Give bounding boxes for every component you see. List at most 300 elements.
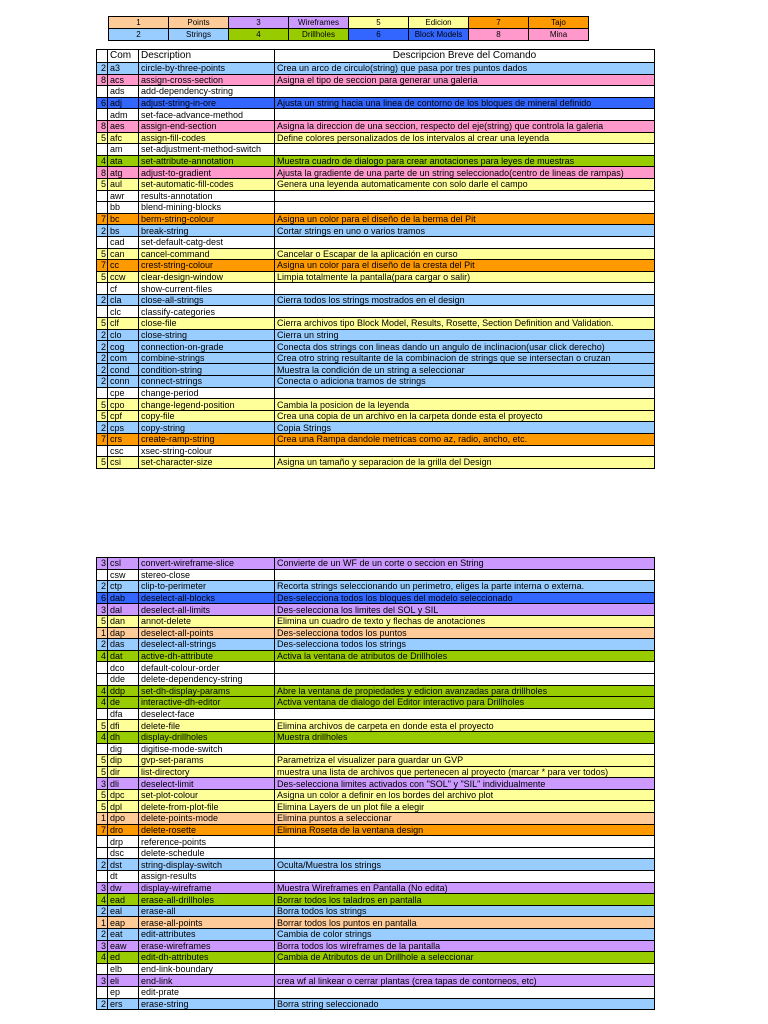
category-number: 6: [97, 97, 108, 109]
command-code: cf: [108, 283, 139, 295]
command-code: cad: [108, 236, 139, 248]
legend-row: [109, 29, 589, 41]
command-description: [275, 202, 655, 214]
command-description: Convierte de un WF de un corte o seccion en String: [275, 558, 655, 570]
command-name: circle-by-three-points: [139, 63, 275, 75]
command-code: dw: [108, 882, 139, 894]
category-number: 7: [97, 824, 108, 836]
header-com: Com: [108, 50, 139, 63]
command-description: [275, 144, 655, 156]
legend-label: Block Models: [409, 29, 469, 41]
command-row: [97, 581, 655, 593]
command-code: csw: [108, 569, 139, 581]
header-indicator: [97, 50, 108, 63]
command-code: ata: [108, 155, 139, 167]
command-description: Limpia totalmente la pantalla(para cargar o salir): [275, 271, 655, 283]
command-row: [97, 109, 655, 121]
command-description: Abre la ventana de propiedades y edicion avanzadas para drillholes: [275, 685, 655, 697]
command-code: am: [108, 144, 139, 156]
category-number: 2: [97, 905, 108, 917]
command-code: eap: [108, 917, 139, 929]
command-name: set-face-advance-method: [139, 109, 275, 121]
category-number: [97, 144, 108, 156]
category-number: 3: [97, 558, 108, 570]
command-description: Cancelar o Escapar de la aplicación en curso: [275, 248, 655, 260]
legend-label: Tajo: [529, 17, 589, 29]
command-name: change-legend-position: [139, 399, 275, 411]
category-number: [97, 86, 108, 98]
command-code: crs: [108, 434, 139, 446]
command-name: erase-all-points: [139, 917, 275, 929]
command-row: [97, 434, 655, 446]
category-number: 1: [97, 917, 108, 929]
command-code: cpe: [108, 387, 139, 399]
command-row: [97, 387, 655, 399]
command-code: elb: [108, 963, 139, 975]
command-row: [97, 558, 655, 570]
command-name: set-attribute-annotation: [139, 155, 275, 167]
command-name: clip-to-perimeter: [139, 581, 275, 593]
command-row: [97, 650, 655, 662]
category-number: 2: [97, 352, 108, 364]
command-row: [97, 685, 655, 697]
category-number: 2: [97, 294, 108, 306]
command-row: [97, 97, 655, 109]
command-row: [97, 260, 655, 272]
command-row: [97, 248, 655, 260]
command-row: [97, 986, 655, 998]
command-name: delete-schedule: [139, 847, 275, 859]
category-number: 2: [97, 225, 108, 237]
command-code: dco: [108, 662, 139, 674]
command-code: eal: [108, 905, 139, 917]
command-code: eaw: [108, 940, 139, 952]
category-number: 1: [97, 627, 108, 639]
command-description: muestra una lista de archivos que pertenecen al proyecto (marcar * para ver todos): [275, 766, 655, 778]
command-description: [275, 847, 655, 859]
category-number: 2: [97, 329, 108, 341]
command-row: [97, 789, 655, 801]
command-code: eli: [108, 975, 139, 987]
command-name: reference-points: [139, 836, 275, 848]
command-description: Borra todos los wireframes de la pantalla: [275, 940, 655, 952]
command-row: [97, 615, 655, 627]
command-row: [97, 120, 655, 132]
category-number: [97, 708, 108, 720]
category-number: 8: [97, 167, 108, 179]
command-description: Muestra la condición de un string a seleccionar: [275, 364, 655, 376]
command-code: cps: [108, 422, 139, 434]
command-description: [275, 569, 655, 581]
command-code: de: [108, 697, 139, 709]
command-row: [97, 306, 655, 318]
category-number: 4: [97, 697, 108, 709]
command-row: [97, 271, 655, 283]
command-code: ddp: [108, 685, 139, 697]
command-description: Asigna un color para el diseño de la berma del Pit: [275, 213, 655, 225]
command-description: Asigna el tipo de seccion para generar una galeria: [275, 74, 655, 86]
command-row: [97, 399, 655, 411]
command-code: dst: [108, 859, 139, 871]
category-number: 5: [97, 615, 108, 627]
category-number: 3: [97, 940, 108, 952]
category-number: 2: [97, 341, 108, 353]
command-code: can: [108, 248, 139, 260]
command-row: [97, 132, 655, 144]
commands-table-1: [96, 49, 655, 469]
command-description: [275, 963, 655, 975]
command-name: blend-mining-blocks: [139, 202, 275, 214]
command-row: [97, 592, 655, 604]
command-code: csl: [108, 558, 139, 570]
category-number: 3: [97, 778, 108, 790]
command-name: set-plot-colour: [139, 789, 275, 801]
command-code: dab: [108, 592, 139, 604]
command-code: cpf: [108, 410, 139, 422]
category-number: 5: [97, 766, 108, 778]
command-row: [97, 697, 655, 709]
command-description: Cierra archivos tipo Block Model, Results, Rosette, Section Definition and Validation.: [275, 318, 655, 330]
command-description: Genera una leyenda automaticamente con solo darle el campo: [275, 178, 655, 190]
command-name: cancel-command: [139, 248, 275, 260]
command-name: end-link-boundary: [139, 963, 275, 975]
command-row: [97, 743, 655, 755]
category-number: 8: [97, 120, 108, 132]
category-number: 4: [97, 894, 108, 906]
command-code: conn: [108, 376, 139, 388]
category-number: [97, 963, 108, 975]
command-row: [97, 627, 655, 639]
legend-label: Wireframes: [289, 17, 349, 29]
category-number: 5: [97, 801, 108, 813]
command-code: dig: [108, 743, 139, 755]
command-description: Oculta/Muestra los strings: [275, 859, 655, 871]
category-number: 3: [97, 882, 108, 894]
command-row: [97, 847, 655, 859]
legend-label: Edicion: [409, 17, 469, 29]
commands-table-2: [96, 557, 655, 1010]
command-code: dap: [108, 627, 139, 639]
command-name: annot-delete: [139, 615, 275, 627]
command-row: [97, 708, 655, 720]
command-name: add-dependency-string: [139, 86, 275, 98]
command-description: Crea una copia de un archivo en la carpeta donde esta el proyecto: [275, 410, 655, 422]
category-number: [97, 109, 108, 121]
command-name: change-period: [139, 387, 275, 399]
command-name: list-directory: [139, 766, 275, 778]
command-row: [97, 410, 655, 422]
category-number: 5: [97, 399, 108, 411]
command-row: [97, 63, 655, 75]
command-row: [97, 975, 655, 987]
command-name: show-current-files: [139, 283, 275, 295]
command-description: Elimina puntos a seleccionar: [275, 813, 655, 825]
command-name: edit-attributes: [139, 929, 275, 941]
command-row: [97, 213, 655, 225]
command-description: [275, 986, 655, 998]
command-row: [97, 74, 655, 86]
command-description: Borrar todos los taladros en pantalla: [275, 894, 655, 906]
command-description: [275, 743, 655, 755]
command-row: [97, 283, 655, 295]
category-number: [97, 387, 108, 399]
category-number: [97, 743, 108, 755]
command-code: dfi: [108, 720, 139, 732]
command-code: dro: [108, 824, 139, 836]
command-code: cc: [108, 260, 139, 272]
command-code: ads: [108, 86, 139, 98]
category-number: 7: [97, 213, 108, 225]
command-name: set-dh-display-params: [139, 685, 275, 697]
command-row: [97, 236, 655, 248]
command-description: Cortar strings en uno o varios tramos: [275, 225, 655, 237]
command-description: Conecta o adiciona tramos de strings: [275, 376, 655, 388]
command-description: Des-selecciona todos los bloques del modelo seleccionado: [275, 592, 655, 604]
command-name: active-dh-attribute: [139, 650, 275, 662]
command-description: [275, 387, 655, 399]
command-name: edit-dh-attributes: [139, 952, 275, 964]
category-number: 5: [97, 457, 108, 469]
command-row: [97, 639, 655, 651]
legend-label: Drillholes: [289, 29, 349, 41]
command-description: Crea un arco de circulo(string) que pasa por tres puntos dados: [275, 63, 655, 75]
command-description: [275, 836, 655, 848]
command-name: crest-string-colour: [139, 260, 275, 272]
command-description: Borrar todos los puntos en pantalla: [275, 917, 655, 929]
command-name: assign-results: [139, 871, 275, 883]
command-code: bb: [108, 202, 139, 214]
command-row: [97, 294, 655, 306]
command-name: set-character-size: [139, 457, 275, 469]
command-row: [97, 155, 655, 167]
category-number: 5: [97, 789, 108, 801]
command-code: dip: [108, 755, 139, 767]
command-code: dat: [108, 650, 139, 662]
command-code: awr: [108, 190, 139, 202]
command-name: delete-from-plot-file: [139, 801, 275, 813]
command-description: Conecta dos strings con lineas dando un angulo de inclinacion(usar click derecho): [275, 341, 655, 353]
command-description: Des-selecciona todos los puntos: [275, 627, 655, 639]
command-code: dpl: [108, 801, 139, 813]
command-name: connection-on-grade: [139, 341, 275, 353]
command-row: [97, 422, 655, 434]
command-row: [97, 364, 655, 376]
command-description: Recorta strings seleccionando un perimetro, eliges la parte interna o externa.: [275, 581, 655, 593]
command-code: cla: [108, 294, 139, 306]
command-row: [97, 202, 655, 214]
command-code: dpo: [108, 813, 139, 825]
category-number: 6: [97, 592, 108, 604]
legend-number: 8: [469, 29, 529, 41]
command-name: close-string: [139, 329, 275, 341]
category-number: [97, 283, 108, 295]
command-name: xsec-string-colour: [139, 445, 275, 457]
category-number: [97, 569, 108, 581]
category-number: 5: [97, 271, 108, 283]
command-description: Ajusta un string hacia una linea de contorno de los bloques de mineral definido: [275, 97, 655, 109]
command-row: [97, 894, 655, 906]
command-code: clo: [108, 329, 139, 341]
command-code: a3: [108, 63, 139, 75]
command-name: berm-string-colour: [139, 213, 275, 225]
command-description: [275, 236, 655, 248]
command-code: ed: [108, 952, 139, 964]
command-row: [97, 341, 655, 353]
legend-label: Mina: [529, 29, 589, 41]
command-code: acs: [108, 74, 139, 86]
category-number: 2: [97, 859, 108, 871]
category-number: 5: [97, 248, 108, 260]
command-row: [97, 859, 655, 871]
command-name: default-colour-order: [139, 662, 275, 674]
command-code: adj: [108, 97, 139, 109]
legend-number: 2: [109, 29, 169, 41]
category-number: [97, 836, 108, 848]
command-code: drp: [108, 836, 139, 848]
category-number: 5: [97, 410, 108, 422]
category-number: 5: [97, 720, 108, 732]
command-code: dli: [108, 778, 139, 790]
command-description: crea wf al linkear o cerrar plantas (crea tapas de contorneos, etc): [275, 975, 655, 987]
command-code: dal: [108, 604, 139, 616]
command-code: dpc: [108, 789, 139, 801]
command-name: close-file: [139, 318, 275, 330]
command-row: [97, 86, 655, 98]
command-row: [97, 604, 655, 616]
command-name: deselect-all-limits: [139, 604, 275, 616]
command-row: [97, 905, 655, 917]
command-code: clf: [108, 318, 139, 330]
category-number: 3: [97, 604, 108, 616]
category-number: 2: [97, 63, 108, 75]
command-name: copy-string: [139, 422, 275, 434]
command-description: [275, 662, 655, 674]
command-description: Define colores personalizados de los intervalos al crear una leyenda: [275, 132, 655, 144]
command-name: deselect-all-blocks: [139, 592, 275, 604]
category-number: 1: [97, 813, 108, 825]
category-number: 3: [97, 975, 108, 987]
category-number: [97, 871, 108, 883]
command-code: cond: [108, 364, 139, 376]
command-description: Elimina Roseta de la ventana design: [275, 824, 655, 836]
legend-row: [109, 17, 589, 29]
command-name: set-automatic-fill-codes: [139, 178, 275, 190]
command-code: ers: [108, 998, 139, 1010]
command-row: [97, 569, 655, 581]
command-name: adjust-to-gradient: [139, 167, 275, 179]
command-name: interactive-dh-editor: [139, 697, 275, 709]
command-description: Des-selecciona todos los strings: [275, 639, 655, 651]
command-code: csi: [108, 457, 139, 469]
command-code: das: [108, 639, 139, 651]
command-name: gvp-set-params: [139, 755, 275, 767]
command-row: [97, 871, 655, 883]
command-description: Activa ventana de dialogo del Editor interactivo para Drillholes: [275, 697, 655, 709]
command-description: Crea otro string resultante de la combinacion de strings que se intersectan o cruzan: [275, 352, 655, 364]
command-description: Cierra todos los strings mostrados en el design: [275, 294, 655, 306]
command-code: atg: [108, 167, 139, 179]
command-name: combine-strings: [139, 352, 275, 364]
command-name: assign-cross-section: [139, 74, 275, 86]
category-number: 5: [97, 755, 108, 767]
command-name: display-drillholes: [139, 731, 275, 743]
command-name: delete-file: [139, 720, 275, 732]
category-number: 2: [97, 422, 108, 434]
command-name: copy-file: [139, 410, 275, 422]
command-code: dt: [108, 871, 139, 883]
command-description: Asigna un tamaño y separacion de la grilla del Design: [275, 457, 655, 469]
category-number: [97, 306, 108, 318]
command-row: [97, 824, 655, 836]
command-row: [97, 836, 655, 848]
command-row: [97, 766, 655, 778]
command-name: assign-fill-codes: [139, 132, 275, 144]
command-description: Cambia la posicion de la leyenda: [275, 399, 655, 411]
category-number: 4: [97, 731, 108, 743]
command-row: [97, 963, 655, 975]
command-name: deselect-face: [139, 708, 275, 720]
command-name: erase-all-drillholes: [139, 894, 275, 906]
legend-number: 3: [229, 17, 289, 29]
command-code: dh: [108, 731, 139, 743]
command-name: end-link: [139, 975, 275, 987]
command-code: cpo: [108, 399, 139, 411]
legend-label: Strings: [169, 29, 229, 41]
command-row: [97, 731, 655, 743]
command-code: com: [108, 352, 139, 364]
command-code: dir: [108, 766, 139, 778]
command-description: Cambia de Atributos de un Drillhole a seleccionar: [275, 952, 655, 964]
command-code: bc: [108, 213, 139, 225]
command-name: erase-string: [139, 998, 275, 1010]
command-description: [275, 708, 655, 720]
command-code: ctp: [108, 581, 139, 593]
category-number: [97, 986, 108, 998]
command-name: classify-categories: [139, 306, 275, 318]
command-description: [275, 86, 655, 98]
command-description: Crea una Rampa dandole metricas como az, radio, ancho, etc.: [275, 434, 655, 446]
command-row: [97, 998, 655, 1010]
command-row: [97, 318, 655, 330]
category-number: [97, 202, 108, 214]
command-description: Des-selecciona limites activados con "SOL" y "SIL" individualmente: [275, 778, 655, 790]
legend-number: 4: [229, 29, 289, 41]
header-row: [97, 50, 655, 63]
command-description: Activa la ventana de atributos de Drillholes: [275, 650, 655, 662]
command-code: dsc: [108, 847, 139, 859]
command-code: eat: [108, 929, 139, 941]
command-row: [97, 778, 655, 790]
command-name: results-annotation: [139, 190, 275, 202]
command-row: [97, 662, 655, 674]
command-name: deselect-all-strings: [139, 639, 275, 651]
command-name: delete-points-mode: [139, 813, 275, 825]
command-description: Cambia de color strings: [275, 929, 655, 941]
category-number: 2: [97, 376, 108, 388]
command-description: Borra string seleccionado: [275, 998, 655, 1010]
command-row: [97, 801, 655, 813]
command-description: Muestra cuadro de dialogo para crear anotaciones para leyes de muestras: [275, 155, 655, 167]
category-number: 2: [97, 998, 108, 1010]
command-row: [97, 940, 655, 952]
command-code: ead: [108, 894, 139, 906]
command-code: aul: [108, 178, 139, 190]
header-description: Description: [139, 50, 275, 63]
command-code: csc: [108, 445, 139, 457]
command-description: [275, 673, 655, 685]
command-row: [97, 882, 655, 894]
command-row: [97, 952, 655, 964]
